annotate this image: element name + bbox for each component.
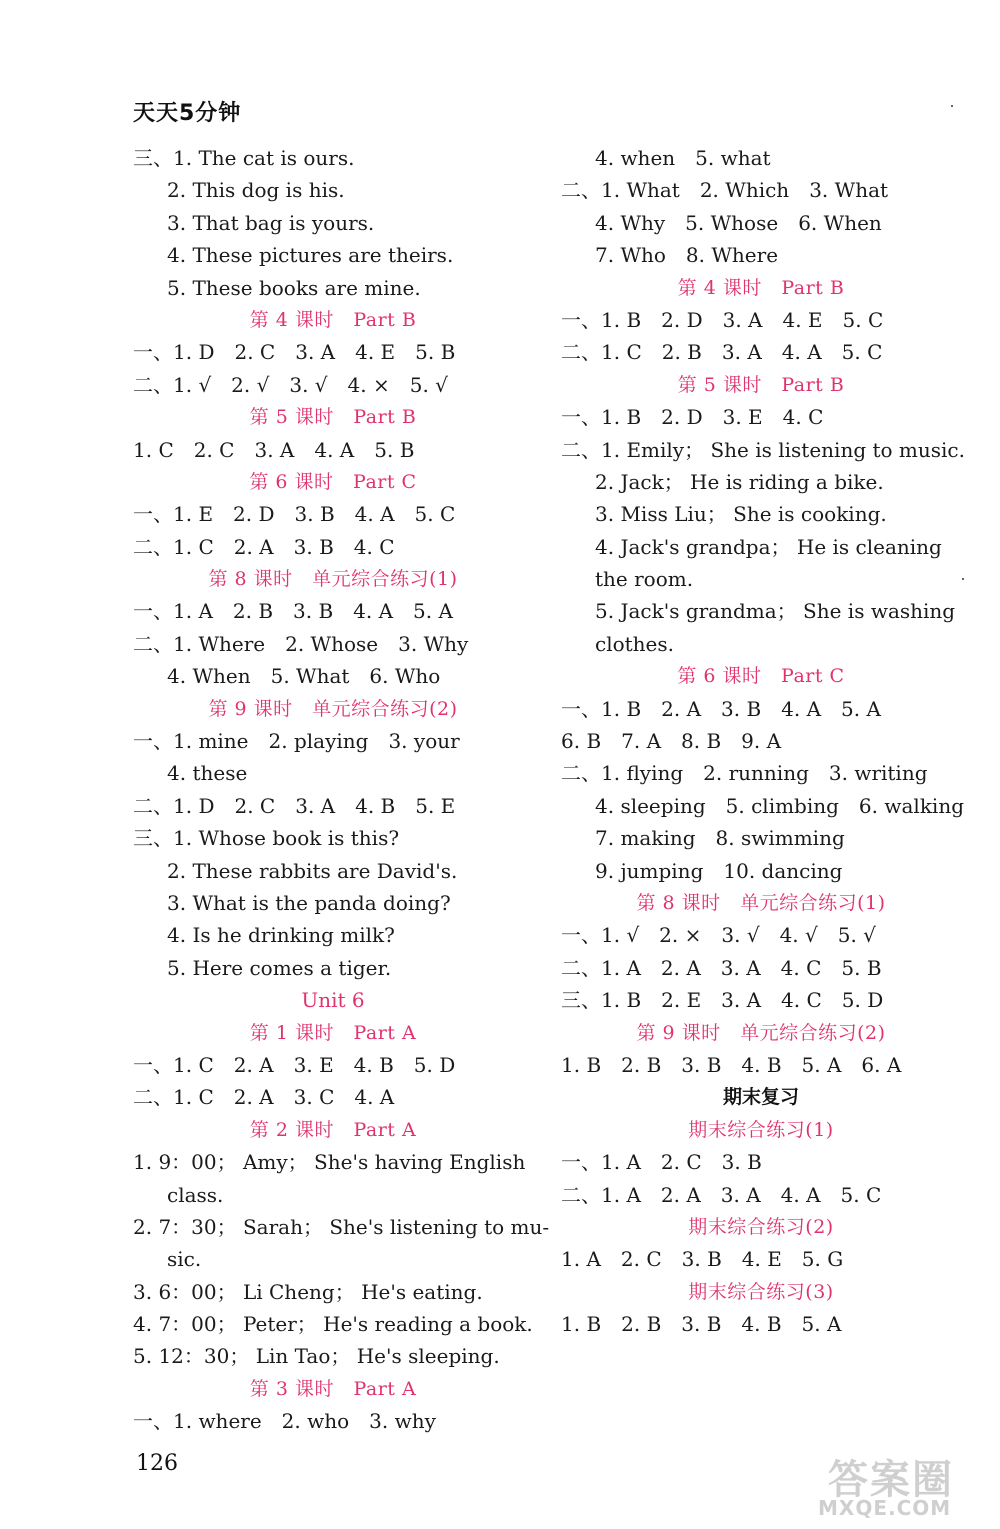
answer-line: 4. sleeping 5. climbing 6. walking (595, 793, 965, 818)
answer-line: 二、1. C 2. A 3. C 4. A (133, 1085, 395, 1110)
answer-line: 一、1. B 2. D 3. E 4. C (561, 405, 824, 430)
lesson-heading: 期末综合练习(2) (688, 1215, 834, 1238)
unit-heading: Unit 6 (301, 988, 365, 1013)
answer-line: 1. B 2. B 3. B 4. B 5. A 6. A (561, 1052, 902, 1077)
answer-line: 1. A 2. C 3. B 4. E 5. G (561, 1247, 844, 1272)
lesson-heading: 第 8 课时 单元综合练习(1) (208, 568, 458, 591)
scan-speck (962, 578, 964, 580)
lesson-heading: 第 9 课时 单元综合练习(2) (636, 1021, 886, 1044)
answer-line: 5. 12：30； Lin Tao； He's sleeping. (133, 1344, 500, 1369)
answer-line: 7. making 8. swimming (595, 826, 845, 851)
answer-line: 3. That bag is yours. (167, 210, 375, 235)
answer-line: 4. these (167, 761, 248, 786)
lesson-heading: 第 6 课时 Part C (249, 470, 417, 493)
answer-line: 一、1. A 2. B 3. B 4. A 5. A (133, 599, 453, 624)
answer-line: 4. when 5. what (595, 146, 771, 170)
answer-line: 二、1. A 2. A 3. A 4. C 5. B (561, 955, 882, 980)
answer-line: 7. Who 8. Where (595, 243, 779, 268)
answer-line: 三、1. The cat is ours. (133, 146, 355, 170)
answer-line: 2. This dog is his. (167, 178, 345, 203)
answer-line: the room. (595, 567, 694, 592)
answer-line: 一、1. B 2. A 3. B 4. A 5. A (561, 696, 881, 721)
left-answer-column (133, 142, 550, 1438)
book-series-title: 天天5分钟 (133, 101, 242, 126)
answer-line: 二、1. flying 2. running 3. writing (561, 761, 928, 786)
lesson-heading: 第 9 课时 单元综合练习(2) (208, 697, 458, 720)
answer-line: 二、1. Where 2. Whose 3. Why (133, 631, 469, 656)
answer-line: 二、1. A 2. A 3. A 4. A 5. C (561, 1182, 882, 1207)
lesson-heading: 第 3 课时 Part A (249, 1377, 417, 1400)
answer-line: 2. Jack； He is riding a bike. (595, 469, 884, 494)
answer-line: 3. What is the panda doing? (167, 890, 451, 915)
lesson-heading: 期末综合练习(3) (688, 1280, 834, 1303)
answer-line: 2. 7：30； Sarah； She's listening to mu- (133, 1214, 550, 1239)
scan-speck (951, 105, 953, 107)
answer-line: clothes. (595, 631, 675, 656)
answer-line: 4. Why 5. Whose 6. When (595, 210, 882, 235)
answer-line: 一、1. √ 2. × 3. √ 4. √ 5. √ (561, 923, 876, 948)
lesson-heading: 第 6 课时 Part C (677, 665, 845, 688)
answer-line: 2. These rabbits are David's. (167, 858, 458, 883)
lesson-heading: 第 5 课时 Part B (249, 406, 417, 429)
watermark-url: MXQE.COM (818, 1496, 952, 1520)
right-answer-column (561, 142, 965, 1340)
answer-line: 二、1. √ 2. √ 3. √ 4. × 5. √ (133, 372, 448, 397)
answer-line: 1. C 2. C 3. A 4. A 5. B (133, 437, 415, 462)
lesson-heading: 第 4 课时 Part B (677, 276, 845, 299)
answer-line: 1. B 2. B 3. B 4. B 5. A (561, 1312, 842, 1337)
answer-line: 4. These pictures are theirs. (167, 243, 454, 268)
answer-line: 二、1. C 2. A 3. B 4. C (133, 534, 395, 559)
answer-line: 一、1. C 2. A 3. E 4. B 5. D (133, 1052, 456, 1077)
answer-line: 9. jumping 10. dancing (595, 858, 843, 883)
answer-line: 3. 6：00； Li Cheng； He's eating. (133, 1279, 483, 1304)
lesson-heading: 第 4 课时 Part B (249, 308, 417, 331)
site-watermark (808, 1448, 984, 1520)
answer-line: 二、1. D 2. C 3. A 4. B 5. E (133, 793, 456, 818)
page-number: 126 (136, 1451, 178, 1476)
answer-line: 二、1. What 2. Which 3. What (561, 178, 889, 203)
lesson-heading: 期末综合练习(1) (688, 1118, 834, 1141)
answer-line: 4. 7：00； Peter； He's reading a book. (133, 1312, 533, 1337)
lesson-heading: 第 1 课时 Part A (249, 1021, 417, 1044)
answer-line: 4. Jack's grandpa； He is cleaning (595, 534, 942, 559)
watermark-logo-text: 答案圈 (828, 1457, 954, 1503)
answer-line: 4. When 5. What 6. Who (167, 664, 441, 689)
answer-line: class. (167, 1182, 224, 1207)
answer-line: 3. Miss Liu； She is cooking. (595, 502, 887, 527)
answer-line: 5. These books are mine. (167, 275, 421, 300)
answer-line: 三、1. Whose book is this? (133, 826, 400, 851)
answer-line: 一、1. E 2. D 3. B 4. A 5. C (133, 502, 456, 527)
answer-line: 5. Jack's grandma； She is washing (595, 599, 956, 624)
answer-line: 一、1. mine 2. playing 3. your (133, 729, 460, 754)
answer-line: 1. 9：00； Amy； She's having English (133, 1150, 526, 1175)
answer-line: 三、1. B 2. E 3. A 4. C 5. D (561, 988, 884, 1013)
answer-line: 一、1. D 2. C 3. A 4. E 5. B (133, 340, 456, 365)
answer-line: 一、1. A 2. C 3. B (561, 1150, 762, 1175)
answer-line: 一、1. where 2. who 3. why (133, 1409, 436, 1434)
review-heading: 期末复习 (722, 1086, 799, 1109)
answer-line: 6. B 7. A 8. B 9. A (561, 729, 782, 754)
answer-line: 4. Is he drinking milk? (167, 923, 395, 948)
lesson-heading: 第 5 课时 Part B (677, 373, 845, 396)
answer-line: 二、1. C 2. B 3. A 4. A 5. C (561, 340, 883, 365)
lesson-heading: 第 8 课时 单元综合练习(1) (636, 891, 886, 914)
answer-line: 一、1. B 2. D 3. A 4. E 5. C (561, 307, 884, 332)
lesson-heading: 第 2 课时 Part A (249, 1118, 417, 1141)
answer-line: sic. (167, 1247, 202, 1272)
answer-line: 5. Here comes a tiger. (167, 955, 392, 980)
answer-line: 二、1. Emily； She is listening to music. (561, 437, 965, 462)
